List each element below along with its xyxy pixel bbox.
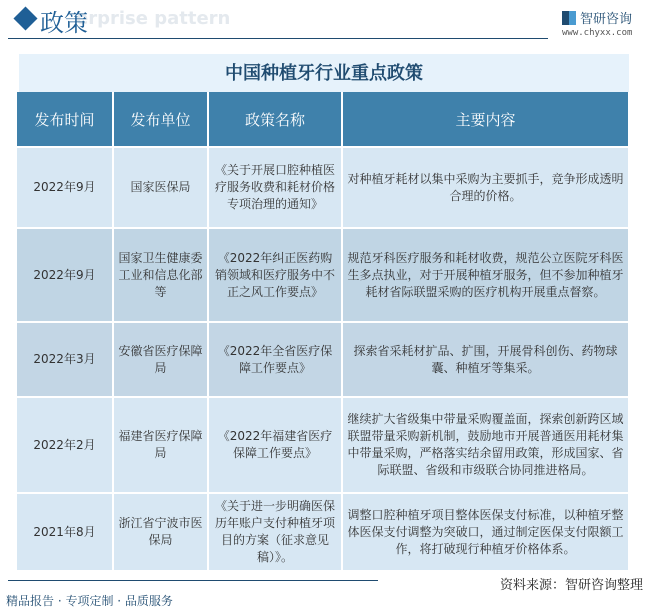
cell-date: 2022年2月 [16,397,113,493]
section-title: 政策 [40,9,88,37]
diamond-icon [13,6,37,30]
cell-content: 探索省采耗材扩品、扩围，开展骨科创伤、药物球囊、种植牙等集采。 [342,322,629,397]
footer-divider [8,580,378,581]
policy-table [15,92,630,572]
table-row [16,228,629,322]
cell-content: 规范牙科医疗服务和耗材收费，规范公立医院牙科医生多点执业，对于开展种植牙服务，但不参加种植牙耗材省际联盟采购的医疗机构开展重点督察。 [342,228,629,322]
table-header-row [16,92,629,147]
footer-slogan: 精品报告 · 专项定制 · 品质服务 [6,594,173,608]
cell-issuer: 国家医保局 [113,147,208,228]
cell-date: 2021年8月 [16,493,113,571]
cell-policy-name: 《关于进一步明确医保历年账户支付种植牙项目的方案（征求意见稿）》。 [208,493,342,571]
cell-date: 2022年9月 [16,228,113,322]
cell-content: 继续扩大省级集中带量采购覆盖面，探索创新跨区域联盟带量采购新机制，鼓励地市开展普通医用耗材集中带量采购，严格落实结余留用政策，形成国家、省际联盟、省级和市级联合协同推进格局。 [342,397,629,493]
cell-date: 2022年3月 [16,322,113,397]
divider [8,38,548,39]
column-header: 主要内容 [342,92,629,147]
column-header: 发布单位 [113,92,208,147]
column-header: 政策名称 [208,92,342,147]
cell-date: 2022年9月 [16,147,113,228]
cell-policy-name: 《2022年全省医疗保障工作要点》 [208,322,342,397]
table-row [16,147,629,228]
column-header: 发布时间 [16,92,113,147]
cell-policy-name: 《2022年纠正医药购销领域和医疗服务中不正之风工作要点》 [208,228,342,322]
cell-policy-name: 《关于开展口腔种植医疗服务收费和耗材价格专项治理的通知》 [208,147,342,228]
brand-url: www.chyxx.com [562,28,633,38]
policy-table-panel [19,54,629,572]
brand-name: 智研咨询 [580,12,633,27]
cell-issuer: 国家卫生健康委 工业和信息化部等 [113,228,208,322]
table-row [16,397,629,493]
cell-policy-name: 《2022年福建省医疗保障工作要点》 [208,397,342,493]
cell-content: 对种植牙耗材以集中采购为主要抓手，竞争形成透明合理的价格。 [342,147,629,228]
cell-issuer: 浙江省宁波市医保局 [113,493,208,571]
table-row [16,322,629,397]
logo-icon [562,11,576,25]
table-row [16,493,629,571]
cell-issuer: 安徽省医疗保障局 [113,322,208,397]
cell-content: 调整口腔种植牙项目整体医保支付标准，以种植牙整体医保支付调整为突破口，通过制定医保支付限额工作，将打破现行种植牙价格体系。 [342,493,629,571]
watermark-text: erprise pattern [76,8,231,29]
source-note: 资料来源：智研咨询整理 [500,578,644,593]
page-header [0,0,657,50]
brand-logo [562,8,632,27]
cell-issuer: 福建省医疗保障局 [113,397,208,493]
table-title: 中国种植牙行业重点政策 [19,54,629,92]
